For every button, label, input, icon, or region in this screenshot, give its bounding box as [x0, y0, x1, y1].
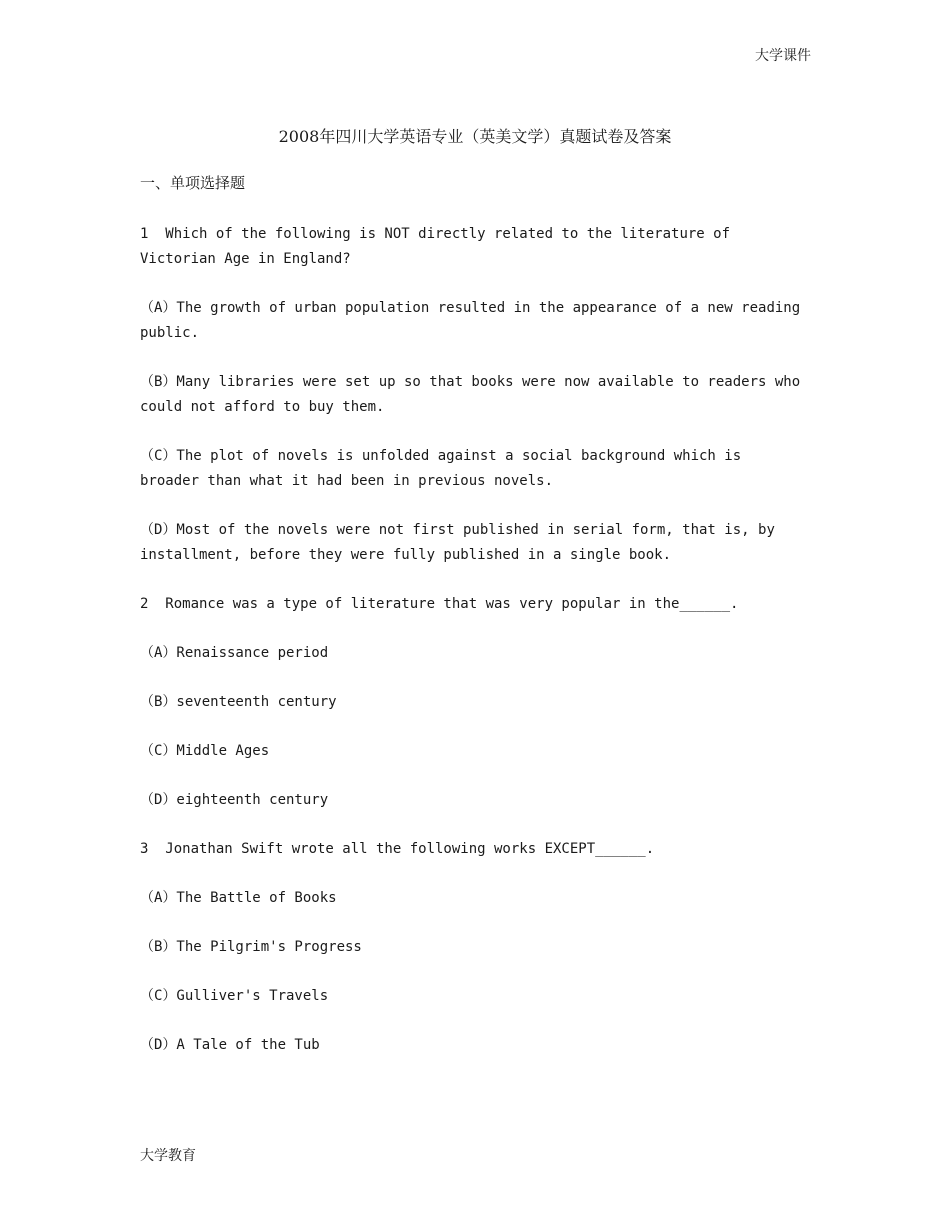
- page-footer-text: 大学教育: [140, 1148, 196, 1164]
- question-1-stem: 1 Which of the following is NOT directly related to the literature of Victorian Age in England?: [140, 226, 739, 267]
- question-2-option-d: （D）eighteenth century: [140, 792, 329, 808]
- document-title: 2008年四川大学英语专业（英美文学）真题试卷及答案: [278, 127, 672, 146]
- question-2-option-c: （C）Middle Ages: [140, 743, 270, 759]
- question-1-option-c: （C）The plot of novels is unfolded against a social background which is broader than what it had been in previous novels.: [140, 448, 750, 489]
- page-header-text: 大学课件: [755, 48, 811, 64]
- question-1-option-d: （D）Most of the novels were not first published in serial form, that is, by installment, before they were fully published in a single book.: [140, 522, 784, 563]
- question-3-option-d: （D）A Tale of the Tub: [140, 1037, 320, 1053]
- question-2-stem: 2 Romance was a type of literature that was very popular in the______.: [140, 596, 739, 612]
- question-3-option-a: （A）The Battle of Books: [140, 890, 337, 906]
- question-3-stem: 3 Jonathan Swift wrote all the following works EXCEPT______.: [140, 841, 655, 857]
- question-1-option-a: （A）The growth of urban population resulted in the appearance of a new reading public.: [140, 300, 809, 341]
- question-2-option-b: （B）seventeenth century: [140, 694, 337, 710]
- question-3-option-c: （C）Gulliver's Travels: [140, 988, 329, 1004]
- section-heading: 一、单项选择题: [140, 174, 246, 192]
- question-2-option-a: （A）Renaissance period: [140, 645, 329, 661]
- question-3-option-b: （B）The Pilgrim's Progress: [140, 939, 362, 955]
- question-1-option-b: （B）Many libraries were set up so that books were now available to readers who could not afford to buy them.: [140, 374, 809, 415]
- document-body: [140, 173, 809, 1082]
